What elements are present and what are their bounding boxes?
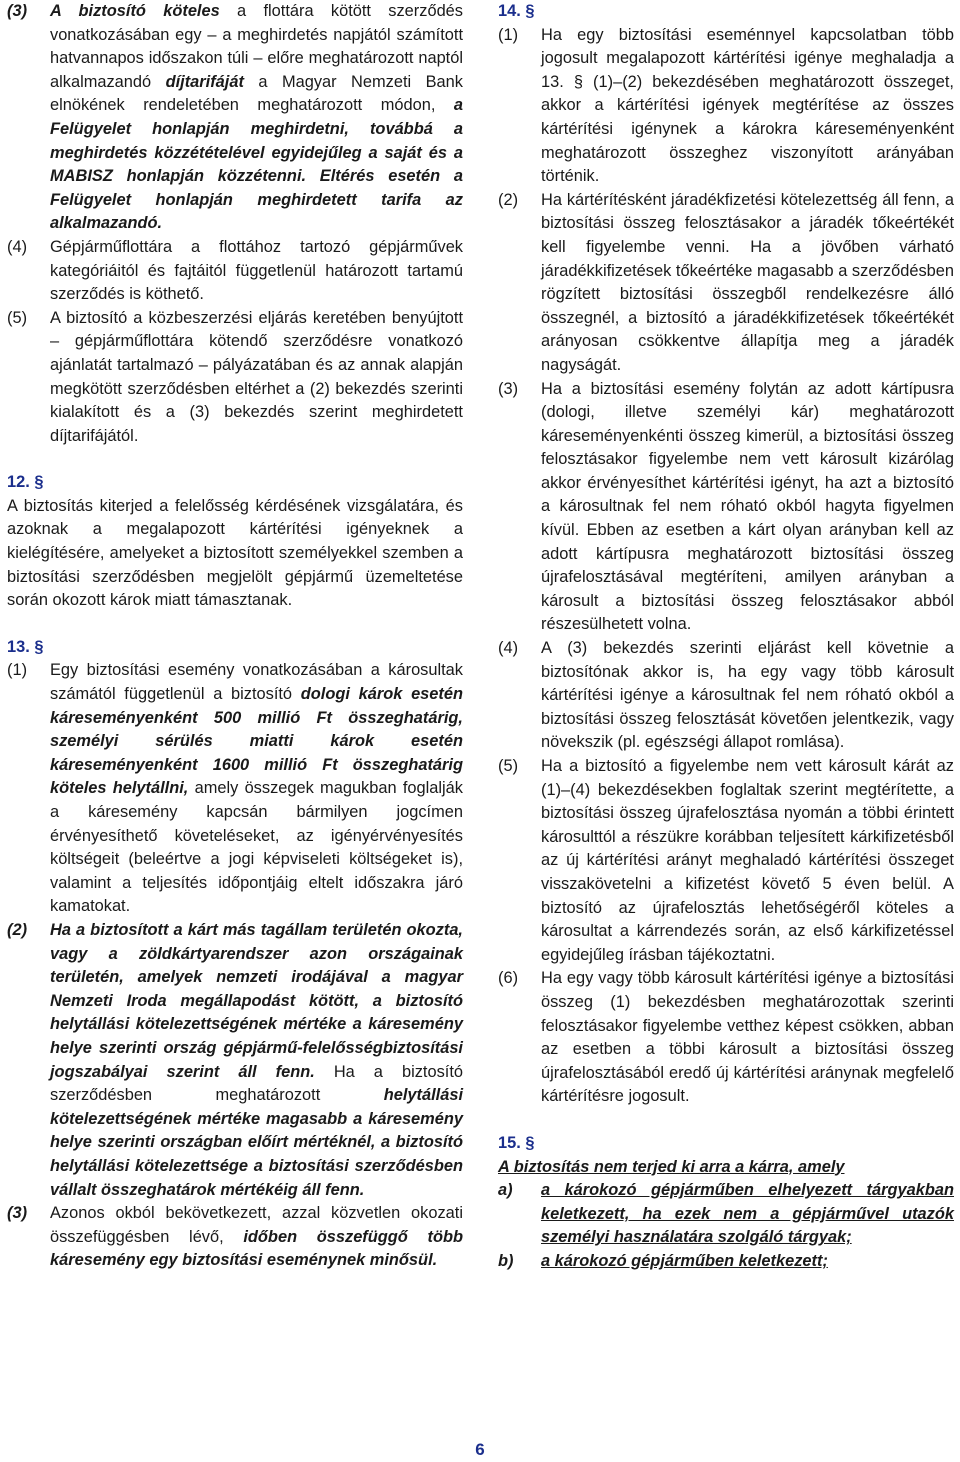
body-text: Egy biztosítási esemény vonatkozásában a károsultak számától függetlenül a biztosító xyxy=(50,661,463,704)
section-12-text: A biztosítás kiterjed a felelősség kérdésének vizsgálatára, és azoknak a megalapozott kártérítési igényeknek a kielégítésére, amelyeket a biztosított személyekkel szemben a biztosítási szerződésben megjelölt gépjármű üzemeltetése során okozott károk miatt támasztanak. xyxy=(7,496,463,610)
paragraph-number: (3) xyxy=(7,1204,28,1223)
body-text: Ha kártérítésként járadékfizetési kötelezettség áll fenn, a biztosítási összeg felosztásakor a járadék tőkeértékét kell figyelembe venni. Ha a jövőben várható járadékkifizetések tőkeértéke magasabb a szerződésben rögzített biztosítási összegből rendelkezésre álló összegnél, a biztosító a járadékkifizetések tőkeértékét arányosan csökkentve állapítja meg a járadék nagyságát. xyxy=(541,190,954,374)
paragraph-11-3 xyxy=(7,0,463,236)
list-item-b xyxy=(498,1250,954,1274)
paragraph-14-2 xyxy=(498,189,954,378)
left-column xyxy=(7,0,463,1273)
paragraph-number: (5) xyxy=(7,308,28,327)
paragraph-number: (3) xyxy=(498,379,519,398)
body-text: A (3) bekezdés szerinti eljárást kell követnie a biztosítónak akkor is, ha egy vagy több károsult kártérítési igénye a károsultnak fel nem róható okból a biztosítási összeg felosztását követően jelentkezik, vagy növekszik (pl. egészségi állapot romlása). xyxy=(541,639,954,752)
list-item-a xyxy=(498,1179,954,1250)
emphasis-text: helytállási kötelezettségének mértéke magasabb a káresemény helye szerinti országban előírt mértéknél, a biztosító helytállási kötelezettsége a biztosítási szerződésben vállalt összeghatárok mértékéig áll fenn. xyxy=(50,1086,463,1199)
list-item-marker: a) xyxy=(498,1181,513,1200)
body-text: a flottára kötött szerződés vonatkozásában egy – a meghirdetés napjától számított hatvannapos időszakon túli – előre meghatározott naptól alkalmazandó xyxy=(50,2,463,91)
list-item-text: a károkozó gépjárműben elhelyezett tárgyakban keletkezett, ha ezek nem a gépjárművel utazók személyi használatára szolgáló tárgyak; xyxy=(541,1181,954,1247)
paragraph-14-4 xyxy=(498,637,954,755)
body-text: Gépjárműflottára a flottához tartozó gépjárművek kategóriáitól és fajtáitól függetlenül határozott tartamú szerződés is köthető. xyxy=(50,237,463,304)
paragraph-13-3 xyxy=(7,1202,463,1273)
paragraph-11-5 xyxy=(7,307,463,449)
body-text: amely összegek magukban foglalják a káresemény kapcsán bármilyen jogcímen érvényesíthető követeléseket, az igényérvényesítés költségeit (beleértve a jogi képviseleti költségeket is), valamint a teljesítés időpontjáig eltelt időszakra járó kamatokat. xyxy=(50,779,463,916)
list-item-marker: b) xyxy=(498,1251,514,1270)
emphasis-text: a Felügyelet honlapján meghirdetni, továbbá a meghirdetés közzétételével egyidejűleg a saját és a MABISZ honlapján közzétenni. Eltérés esetén a Felügyelet honlapján meghirdetett tarifa az alkalmazandó. xyxy=(50,96,463,233)
body-text: Ha egy biztosítási eseménnyel kapcsolatban több jogosult megalapozott kártérítési igénye meghaladja a 13. § (1)–(2) bekezdésében meghatározott összeget, akkor a kártérítési igények megtérítése az összes kártérítési igénynek a károkra káreseményenként meghatározott összeghez viszonyított arányában történik. xyxy=(541,25,954,186)
paragraph-number: (5) xyxy=(498,757,519,775)
paragraph-number: (3) xyxy=(7,2,28,20)
body-text: A biztosító a közbeszerzési eljárás keretében benyújtott – gépjárműflottára kötendő szerződésre vonatkozó ajánlatát tartalmazó – pályázatában és az annak alapján megkötött szerződésben eltérhet a (2) bekezdés szerinti kialakított és a (3) bekezdés szerint meghirdetett díjtarifájától. xyxy=(50,308,463,445)
paragraph-11-4 xyxy=(7,236,463,307)
paragraph-number: (6) xyxy=(498,969,519,988)
section-heading-12: 12. § xyxy=(7,473,44,492)
section-heading-14: 14. § xyxy=(498,2,535,20)
paragraph-number: (4) xyxy=(7,237,28,256)
body-text: a Magyar Nemzeti Bank elnökének rendeletében meghatározott módon, xyxy=(50,72,463,115)
emphasis-text: A biztosító köteles xyxy=(50,2,220,20)
emphasis-text: díjtarifáját xyxy=(165,72,244,91)
paragraph-14-6 xyxy=(498,967,954,1109)
emphasis-text: Ha a biztosított a kárt más tagállam területén okozta, vagy a zöldkártyarendszer azon országainak területén, amelyek nemzeti irodájával a magyar Nemzeti Iroda megállapodást kötött, a biztosító helytállási kötelezettségének mértéke a káresemény helye szerinti ország gépjármű-felelősségbiztosítási jogszabályai szerint áll fenn. xyxy=(50,920,463,1081)
paragraph-14-1 xyxy=(498,24,954,189)
paragraph-13-2 xyxy=(7,919,463,1202)
paragraph-number: (2) xyxy=(7,920,28,939)
section-15-intro: A biztosítás nem terjed ki arra a kárra, amely xyxy=(498,1157,845,1176)
paragraph-number: (4) xyxy=(498,639,519,658)
section-heading-13: 13. § xyxy=(7,637,44,656)
paragraph-number: (2) xyxy=(498,190,519,209)
list-item-text: a károkozó gépjárműben keletkezett; xyxy=(541,1251,828,1270)
paragraph-14-5 xyxy=(498,755,954,967)
page-number: 6 xyxy=(475,1440,485,1459)
paragraph-number: (1) xyxy=(498,25,519,44)
body-text: Ha a biztosító a figyelembe nem vett károsult kárát az (1)–(4) bekezdésekben foglaltak szerint megtérítette, a biztosítási összeg újrafelosztása nyomán a többi érintett károsulttól a részükre korábban teljesített kárkifizetésből az új kártérítési arányt meghaladó kártérítési összeget visszakövetelni a kifizetést követő 5 éven belül. A biztosító az újrafelosztás lehetőségéről köteles a károsultat a kárrendezés során, az első kárkifizetéssel egyidejűleg írásban tájékoztatni. xyxy=(541,757,954,964)
body-text: Azonos okból bekövetkezett, azzal közvetlen okozati összefüggésben lévő, xyxy=(50,1204,463,1246)
paragraph-13-1 xyxy=(7,659,463,919)
paragraph-14-3 xyxy=(498,378,954,638)
body-text: Ha a biztosító szerződésben meghatározott xyxy=(50,1062,463,1105)
body-text: Ha a biztosítási esemény folytán az adott kártípusra (dologi, illetve személyi kár) meghatározott káreseményenkénti összeg kimerül, a biztosítási összeg felosztásakor figyelembe nem vett károsult kizárólag akkor érvényesíthet kártérítési igényt, ha azt a biztosító a károsultnak fel nem róható okból hagyta figyelmen kívül. Ebben az esetben a kárt olyan arányban kell az adott kártípusra meghatározott biztosítási összeg újrafelosztásával megtéríteni, amilyen arányban a károsult a biztosítási összeg felosztásakor abból részesülhetett volna. xyxy=(541,379,954,634)
right-column xyxy=(498,0,954,1273)
body-text: Ha egy vagy több károsult kártérítési igénye a biztosítási összeg (1) bekezdésben meghatározottak szerinti felosztásakor figyelembe vetthez képest csökken, abban az esetben a többi károsult a biztosítási összeg újrafelosztásából eredő új kártérítési aránynak megfelelő kártérítésre jogosult. xyxy=(541,969,954,1106)
emphasis-text: dologi károk esetén káreseményenként 500 millió Ft összeghatárig, személyi sérülés miatti károk esetén káreseményenként 1600 millió Ft összeghatárig köteles helytállni, xyxy=(50,685,463,798)
paragraph-number: (1) xyxy=(7,661,28,680)
emphasis-text: időben összefüggő több káresemény egy biztosítási eseménynek minősül. xyxy=(50,1227,463,1270)
section-heading-15: 15. § xyxy=(498,1133,535,1152)
